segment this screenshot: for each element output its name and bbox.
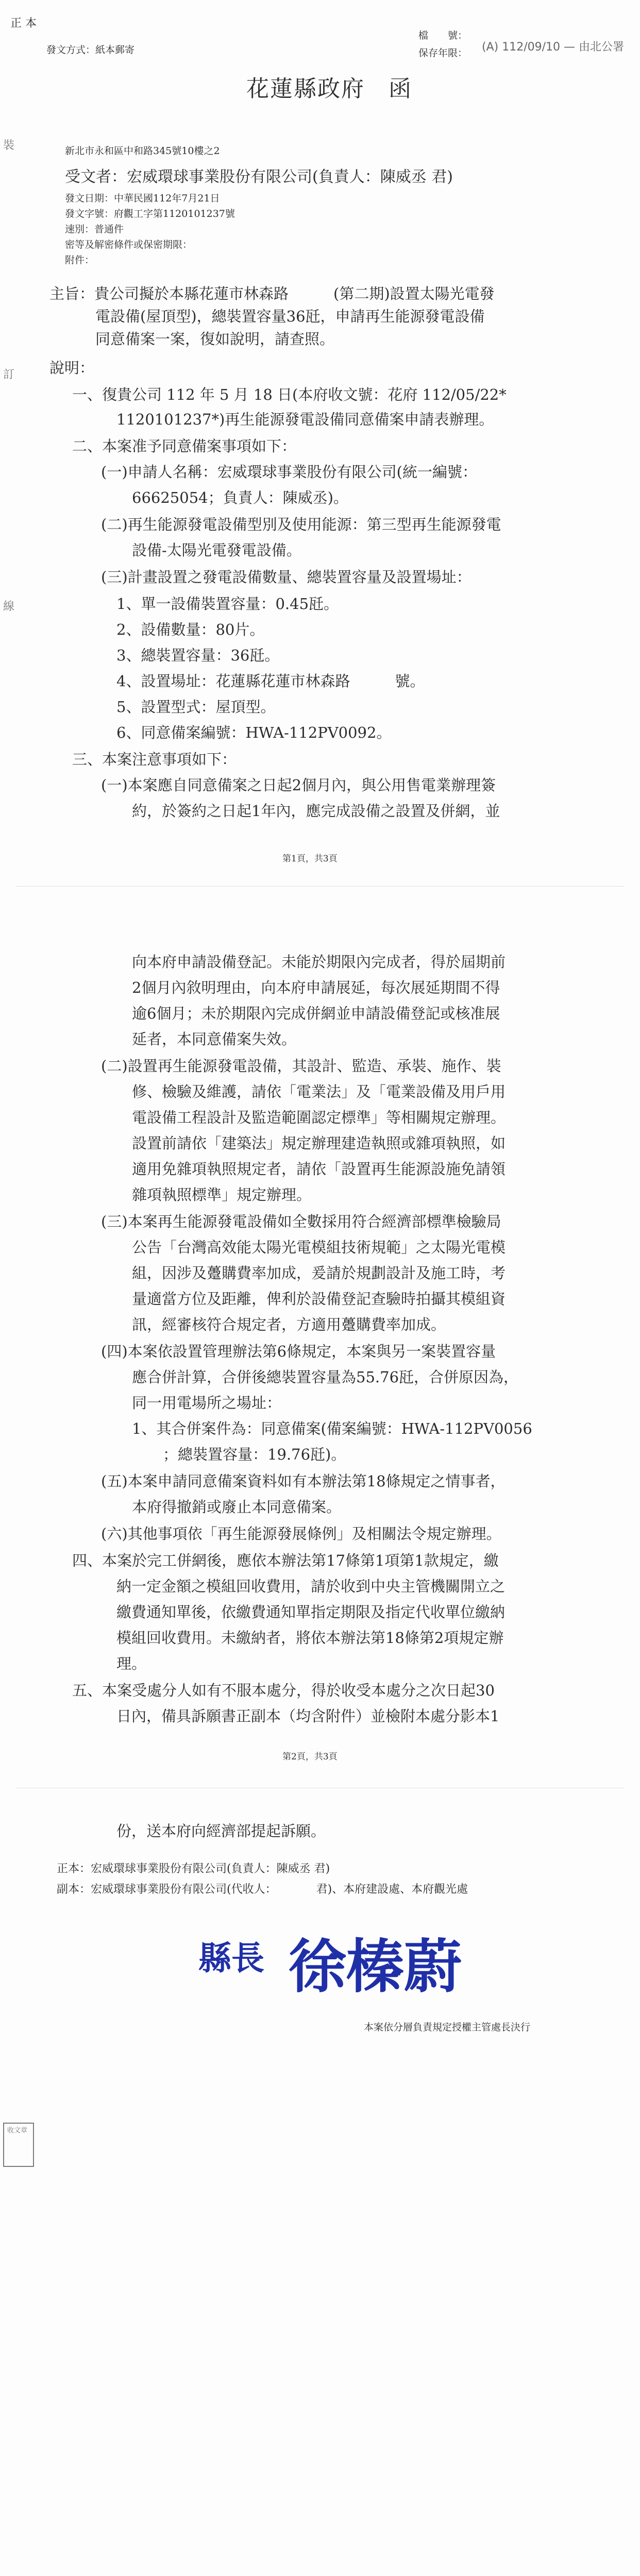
body-line: 約，於簽約之日起1年內，應完成設備之設置及併網，並 bbox=[132, 802, 500, 820]
subject-line: 電設備(屋頂型)，總裝置容量36瓩，申請再生能源發電設備 bbox=[95, 308, 485, 325]
recipient-address: 新北市永和區中和路345號10樓之2 bbox=[65, 145, 220, 157]
body-line: 模組回收費用。未繳納者，將依本辦法第18條第2項規定辦 bbox=[116, 1629, 504, 1647]
subject-line: 同意備案一案，復如說明，請查照。 bbox=[95, 330, 335, 348]
body-line: 電設備工程設計及監造範圍認定標準」等相關規定辦理。 bbox=[132, 1109, 506, 1126]
subject-line: 主旨：貴公司擬於本縣花蓮市林森路 (第二期)設置太陽光電發 bbox=[49, 285, 495, 302]
body-line: 同一用電場所之場址： bbox=[132, 1394, 282, 1412]
body-line: 適用免雜項執照規定者，請依「設置再生能源設施免請領 bbox=[132, 1160, 506, 1178]
page-separator bbox=[15, 886, 625, 887]
body-line: 納一定金額之模組回收費用，請於收到中央主管機關開立之 bbox=[116, 1578, 506, 1595]
body-line: 4、設置場址：花蓮縣花蓮市林森路 號。 bbox=[116, 672, 425, 690]
body-line: 5、設置型式：屋頂型。 bbox=[116, 698, 276, 716]
distribution-original: 正本：宏威環球事業股份有限公司(負責人：陳威丞 君) bbox=[57, 1862, 330, 1875]
body-line: 延者，本同意備案失效。 bbox=[132, 1030, 297, 1048]
page-1 bbox=[0, 0, 640, 876]
body-line: 設置前請依「建築法」規定辦理建造執照或雜項執照，如 bbox=[132, 1134, 506, 1152]
order-mark: 訂 bbox=[3, 368, 15, 381]
body-line: 修、檢驗及維護，請依「電業法」及「電業設備及用戶用 bbox=[132, 1083, 506, 1100]
body-line: 訊，經審核符合規定者，方適用躉購費率加成。 bbox=[132, 1316, 446, 1333]
document-number: 發文字號：府觀工字第1120101237號 bbox=[65, 208, 235, 219]
body-line: (一)本案應自同意備案之日起2個月內，與公用售電業辦理簽 bbox=[101, 776, 496, 794]
body-line: 1、單一設備裝置容量：0.45瓩。 bbox=[116, 595, 339, 613]
binding-mark: 裝 bbox=[3, 139, 15, 152]
body-line: 雜項執照標準」規定辦理。 bbox=[132, 1186, 312, 1204]
body-line: 公告「台灣高效能太陽光電模組技術規範」之太陽光電模 bbox=[132, 1239, 506, 1256]
body-line: 五、本案受處分人如有不服本處分，得於收受本處分之次日起30 bbox=[72, 1682, 495, 1699]
recipient: 受文者：宏威環球事業股份有限公司(負責人：陳威丞 君) bbox=[65, 168, 453, 186]
body-line: 3、總裝置容量：36瓩。 bbox=[116, 647, 280, 664]
body-line: 四、本案於完工併網後，應依本辦法第17條第1項第1款規定，繳 bbox=[72, 1552, 499, 1569]
page-3 bbox=[0, 1803, 640, 2576]
copy-mark: 正 本 bbox=[10, 17, 37, 30]
confidentiality: 密等及解密條件或保密期限： bbox=[65, 239, 193, 250]
body-line: 1120101237*)再生能源發電設備同意備案申請表辦理。 bbox=[116, 411, 494, 428]
speed-class: 速別：普通件 bbox=[65, 224, 124, 235]
explanation-label: 說明： bbox=[49, 359, 95, 377]
attachment: 附件： bbox=[65, 255, 95, 266]
line-mark: 線 bbox=[3, 600, 15, 613]
signature-title: 縣長 bbox=[198, 1939, 264, 1978]
body-line: 組，因涉及躉購費率加成，爰請於規劃設計及施工時，考 bbox=[132, 1264, 506, 1282]
body-line: (三)計畫設置之發電設備數量、總裝置容量及設置場址： bbox=[101, 568, 471, 586]
body-line: 日內，備具訴願書正副本（均含附件）並檢附本處分影本1 bbox=[116, 1707, 500, 1725]
body-line: 2個月內敘明理由，向本府申請展延，每次展延期間不得 bbox=[132, 979, 500, 996]
body-line: 應合併計算，合併後總裝置容量為55.76瓩，合併原因為， bbox=[132, 1368, 519, 1386]
body-line: (三)本案再生能源發電設備如全數採用符合經濟部標準檢驗局 bbox=[101, 1213, 501, 1230]
body-line: (六)其他事項依「再生能源發展條例」及相關法令規定辦理。 bbox=[101, 1525, 501, 1543]
body-line: (四)本案依設置管理辦法第6條規定，本案與另一案裝置容量 bbox=[101, 1343, 496, 1360]
body-line: 向本府申請設備登記。未能於期限內完成者，得於屆期前 bbox=[132, 953, 506, 971]
body-line: 量適當方位及距離，俾利於設備登記查驗時拍攝其模組資 bbox=[132, 1290, 506, 1308]
body-line: 2、設備數量：80片。 bbox=[116, 621, 265, 638]
delegation-note: 本案依分層負責規定授權主管處長決行 bbox=[364, 2022, 531, 2033]
body-line: 設備-太陽光電發電設備。 bbox=[132, 541, 301, 559]
body-line: 繳費通知單後，依繳費通知單指定期限及指定代收單位繳納 bbox=[116, 1603, 506, 1621]
body-line: 一、復貴公司 112 年 5 月 18 日(本府收文號：花府 112/05/22* bbox=[72, 386, 507, 403]
body-line: 1、其合併案件為：同意備案(備案編號：HWA-112PV0056 bbox=[132, 1420, 532, 1437]
body-line: (二)設置再生能源發電設備，其設計、監造、承裝、施作、裝 bbox=[101, 1057, 501, 1075]
handwritten-note: (A) 112/09/10 — 由北公署 bbox=[482, 41, 624, 54]
issue-date: 發文日期：中華民國112年7月21日 bbox=[65, 193, 220, 204]
distribution-copy: 副本：宏威環球事業股份有限公司(代收人： 君)、本府建設處、本府觀光處 bbox=[57, 1883, 468, 1896]
body-line: (一)申請人名稱：宏威環球事業股份有限公司(統一編號： bbox=[101, 463, 477, 481]
body-line: ；總裝置容量：19.76瓩)。 bbox=[163, 1446, 346, 1463]
file-number-label: 檔 號： bbox=[418, 30, 468, 41]
page-footer: 第1頁，共3頁 bbox=[282, 854, 338, 864]
body-line: (五)本案申請同意備案資料如有本辦法第18條規定之情事者， bbox=[101, 1472, 506, 1490]
page-2 bbox=[0, 904, 640, 1770]
body-line: 6、同意備案編號：HWA-112PV0092。 bbox=[116, 724, 392, 741]
body-line: (二)再生能源發電設備型別及使用能源：第三型再生能源發電 bbox=[101, 516, 501, 533]
body-line: 本府得撤銷或廢止本同意備案。 bbox=[132, 1498, 342, 1516]
page-footer: 第2頁，共3頁 bbox=[282, 1752, 338, 1762]
body-line: 二、本案准予同意備案事項如下： bbox=[72, 437, 297, 455]
body-line: 66625054；負責人：陳威丞)。 bbox=[132, 489, 348, 506]
retention-label: 保存年限： bbox=[418, 47, 468, 59]
body-line: 逾6個月；未於期限內完成併網並申請設備登記或核准展 bbox=[132, 1005, 500, 1022]
body-line: 份，送本府向經濟部提起訴願。 bbox=[116, 1822, 326, 1840]
send-method: 發文方式：紙本郵寄 bbox=[46, 44, 135, 56]
body-line: 理。 bbox=[116, 1655, 147, 1672]
org-title: 花蓮縣政府 函 bbox=[246, 76, 412, 102]
receipt-stamp: 收文章 bbox=[3, 2123, 34, 2167]
signature-name: 徐榛蔚 bbox=[289, 1933, 462, 2001]
body-line: 三、本案注意事項如下： bbox=[72, 751, 237, 768]
